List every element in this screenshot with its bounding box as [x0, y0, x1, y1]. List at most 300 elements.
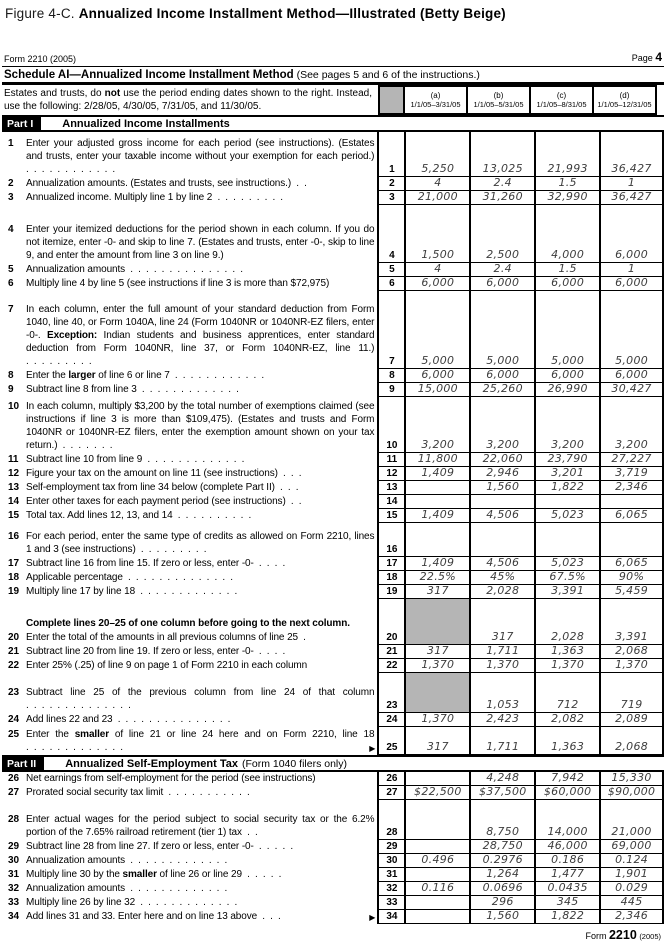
line-7-description: In each column, enter the full amount of your standard deduction from Form 1040, line 40, or Form 1040A, line 24 (Form 1040NR or 1040NR-EZ filers, enter -0-. Exception: Indian students and business apprentices, enter standard deduction from Form 1040NR, line 37, or Form 1040NR-EZ, line 11.)	[26, 304, 375, 354]
dot-leader: . . . . . . . . . . . .	[169, 370, 265, 381]
value-17b: 4,506	[486, 556, 520, 569]
line-5-description: Annualization amounts	[26, 264, 126, 275]
value-cell-4d	[599, 205, 664, 263]
part2-line-34-row	[2, 910, 664, 924]
line-1-text	[2, 137, 374, 176]
line-27-description-cell	[2, 786, 377, 800]
value-cell-21c	[534, 645, 599, 659]
line-30-text	[2, 854, 374, 867]
value-18a: 22.5%	[419, 570, 457, 583]
line-7-number: 7	[8, 304, 14, 315]
value-cell-11b	[469, 453, 534, 467]
line-11-number-box: 11	[377, 453, 404, 467]
line-22-text	[2, 659, 374, 672]
line-6-number-box: 6	[377, 277, 404, 291]
line-17-number: 17	[8, 558, 19, 569]
line-32-text	[2, 882, 374, 895]
value-1b: 13,025	[482, 162, 523, 175]
line-17-text	[2, 557, 374, 570]
dot-leader: . . . . . . . . . .	[172, 510, 252, 521]
line-5-description-cell	[2, 263, 377, 277]
line-17-description-cell	[2, 557, 377, 571]
value-22c: 1,370	[551, 658, 585, 671]
column-header-a: (a) 1/1/05–3/31/05	[403, 85, 468, 115]
dot-leader: . . . . . . . . . . . . .	[135, 897, 238, 908]
line-30-description: Annualization amounts	[26, 855, 126, 866]
line-3-number: 3	[8, 192, 14, 203]
line-21-description: Subtract line 20 from line 19. If zero or less, enter -0-	[26, 646, 254, 657]
dot-leader: . . . . . . . . . . . .	[26, 164, 116, 175]
value-cell-4c	[534, 205, 599, 263]
value-1a: 5,250	[421, 162, 455, 175]
value-23b: 1,053	[486, 698, 520, 711]
value-11a: 11,800	[417, 452, 458, 465]
value-6b: 6,000	[486, 276, 520, 289]
value-cell-1c	[534, 132, 599, 177]
value-32a: 0.116	[421, 881, 455, 894]
value-28c: 14,000	[547, 825, 588, 838]
line-23-text	[2, 686, 374, 712]
value-cell-32a	[404, 882, 469, 896]
value-10c: 3,200	[551, 438, 585, 451]
value-13d: 2,346	[615, 480, 649, 493]
value-cell-10d	[599, 397, 664, 453]
value-cell-29b	[469, 840, 534, 854]
figure-title-main: Annualized Income Installment Method—Illustrated (Betty Beige)	[78, 6, 506, 21]
footer-form-number: 2210	[608, 928, 637, 942]
value-3d: 36,427	[611, 190, 652, 203]
value-4a: 1,500	[421, 248, 455, 261]
line-9-text	[2, 383, 374, 396]
line-30-description-cell	[2, 854, 377, 868]
line-4-number: 4	[8, 224, 14, 235]
value-cell-17b	[469, 557, 534, 571]
dot-leader: . . . . . . .	[57, 440, 113, 451]
value-12d: 3,719	[615, 466, 649, 479]
value-cell-32c	[534, 882, 599, 896]
line-21-text	[2, 645, 374, 658]
value-cell-9b	[469, 383, 534, 397]
value-30b: 0.2976	[482, 853, 523, 866]
column-header-b: (b) 1/1/05–5/31/05	[466, 85, 531, 115]
line-5-text	[2, 263, 374, 276]
value-cell-5b	[469, 263, 534, 277]
line-13-number: 13	[8, 482, 19, 493]
line-4-text	[2, 223, 374, 262]
value-cell-28c	[534, 800, 599, 840]
value-cell-20d	[599, 599, 664, 645]
value-10d: 3,200	[615, 438, 649, 451]
part1-line-11-row	[2, 453, 664, 467]
value-8c: 6,000	[551, 368, 585, 381]
value-cell-25b	[469, 727, 534, 755]
line-4-description: Enter your itemized deductions for the period shown in each column. If you do not itemize, enter -0- and skip to line 7. (Estates and trusts, enter -0-, skip to line 9, and enter the amount from line 3 on line 9.)	[26, 224, 375, 261]
line-11-description: Subtract line 10 from line 9	[26, 454, 143, 465]
line-18-number-box: 18	[377, 571, 404, 585]
line-16-description-cell	[2, 523, 377, 557]
part2-line-28-row	[2, 800, 664, 840]
line-12-number: 12	[8, 468, 19, 479]
value-23d: 719	[620, 698, 643, 711]
line-12-description-cell	[2, 467, 377, 481]
dot-leader: . . . . .	[253, 841, 294, 852]
line-24-number-box: 24	[377, 713, 404, 727]
line-8-number: 8	[8, 370, 14, 381]
value-cell-26b	[469, 772, 534, 786]
value-cell-27d	[599, 786, 664, 800]
value-cell-15c	[534, 509, 599, 523]
part1-line-15-row	[2, 509, 664, 523]
part1-line-24-row	[2, 713, 664, 727]
value-25d: 2,068	[615, 740, 649, 753]
part1-line-20-row	[2, 599, 664, 645]
value-cell-30a	[404, 854, 469, 868]
value-24a: 1,370	[421, 712, 455, 725]
value-8d: 6,000	[615, 368, 649, 381]
value-cell-31d	[599, 868, 664, 882]
value-30a: 0.496	[421, 853, 455, 866]
value-2d: 1	[627, 176, 636, 189]
line-25-description-cell	[2, 727, 377, 755]
value-11d: 27,227	[611, 452, 652, 465]
value-18b: 45%	[490, 570, 516, 583]
line-5-number-box: 5	[377, 263, 404, 277]
value-5d: 1	[627, 262, 636, 275]
line-24-description: Add lines 22 and 23	[26, 714, 113, 725]
value-12b: 2,946	[486, 466, 520, 479]
value-5c: 1.5	[558, 262, 577, 275]
part1-line-23-row	[2, 673, 664, 713]
value-cell-28b	[469, 800, 534, 840]
value-cell-14d	[599, 495, 664, 509]
value-cell-14b	[469, 495, 534, 509]
value-1d: 36,427	[611, 162, 652, 175]
value-cell-6c	[534, 277, 599, 291]
line-31-text	[2, 868, 374, 881]
complete-lines-note: Complete lines 20–25 of one column before going to the next column.	[26, 618, 350, 629]
value-cell-15d	[599, 509, 664, 523]
value-cell-9d	[599, 383, 664, 397]
value-cell-27a	[404, 786, 469, 800]
footer-form-label: Form	[585, 931, 607, 941]
line-22-number: 22	[8, 660, 19, 671]
value-cell-18c	[534, 571, 599, 585]
part1-line-5-row	[2, 263, 664, 277]
value-31b: 1,264	[486, 867, 520, 880]
value-20b: 317	[491, 630, 514, 643]
value-cell-27b	[469, 786, 534, 800]
arrow-right-icon: ▶	[369, 744, 376, 753]
title-gap	[2, 21, 664, 50]
value-cell-33c	[534, 896, 599, 910]
part1-line-2-row	[2, 177, 664, 191]
line-1-description: Enter your adjusted gross income for each period (see instructions). (Estates and trusts, enter your taxable income without your exemption for each period.)	[26, 138, 375, 162]
value-cell-12d	[599, 467, 664, 481]
line-3-description-cell	[2, 191, 377, 205]
value-2b: 2.4	[493, 176, 512, 189]
value-cell-22c	[534, 659, 599, 673]
line-15-description-cell	[2, 509, 377, 523]
value-26d: 15,330	[611, 771, 652, 784]
line-29-text	[2, 840, 374, 853]
value-cell-2d	[599, 177, 664, 191]
value-cell-15a	[404, 509, 469, 523]
value-cell-23c	[534, 673, 599, 713]
value-cell-7a	[404, 291, 469, 369]
value-17c: 5,023	[551, 556, 585, 569]
part1-line-12-row	[2, 467, 664, 481]
value-22d: 1,370	[615, 658, 649, 671]
schedule-header	[2, 67, 664, 85]
value-28b: 8,750	[486, 825, 520, 838]
line-16-number: 16	[8, 531, 19, 542]
line-14-text	[2, 495, 374, 508]
column-header-d: (d) 1/1/05–12/31/05	[592, 85, 657, 115]
value-15b: 4,506	[486, 508, 520, 521]
line-17-description: Subtract line 16 from line 15. If zero or less, enter -0-	[26, 558, 254, 569]
part2-table	[2, 772, 664, 924]
value-cell-30c	[534, 854, 599, 868]
value-cell-31b	[469, 868, 534, 882]
part1-line-13-row	[2, 481, 664, 495]
value-9d: 30,427	[611, 382, 652, 395]
line-7-description-cell	[2, 291, 377, 369]
value-cell-22a	[404, 659, 469, 673]
value-cell-33d	[599, 896, 664, 910]
value-cell-13a	[404, 481, 469, 495]
line-9-number-box: 9	[377, 383, 404, 397]
line-10-description: In each column, multiply $3,200 by the total number of exemptions claimed (see instructions if line 3 is more than $109,475). (Estates and trusts and Form 1040NR or 1040NR-EZ filers, enter the exemption amount shown on your tax return.)	[26, 401, 375, 451]
line-32-number-box: 32	[377, 882, 404, 896]
line-6-text	[2, 277, 374, 290]
line-22-description-cell	[2, 659, 377, 673]
value-cell-32b	[469, 882, 534, 896]
line-3-description: Annualized income. Multiply line 1 by line 2	[26, 192, 213, 203]
value-cell-6d	[599, 277, 664, 291]
value-cell-2c	[534, 177, 599, 191]
value-cell-1a	[404, 132, 469, 177]
line-14-description: Enter other taxes for each payment period (see instructions)	[26, 496, 286, 507]
line-27-number: 27	[8, 787, 19, 798]
line-25-description: Enter the smaller of line 21 or line 24 here and on Form 2210, line 18	[26, 729, 375, 740]
line-18-description: Applicable percentage	[26, 572, 123, 583]
line-9-number: 9	[8, 384, 14, 395]
value-cell-34b	[469, 910, 534, 924]
value-cell-26c	[534, 772, 599, 786]
value-cell-5c	[534, 263, 599, 277]
part2-subtitle: (Form 1040 filers only)	[241, 757, 347, 770]
value-4d: 6,000	[615, 248, 649, 261]
line-8-description: Enter the larger of line 6 or line 7	[26, 370, 170, 381]
part2-line-26-row	[2, 772, 664, 786]
form-id-line	[2, 50, 664, 67]
value-cell-6b	[469, 277, 534, 291]
line-32-number: 32	[8, 883, 19, 894]
dot-leader: . . . . . . . . .	[26, 356, 92, 367]
value-cell-26a	[404, 772, 469, 786]
line-11-number: 11	[8, 454, 19, 465]
value-cell-3a	[404, 191, 469, 205]
value-cell-8a	[404, 369, 469, 383]
line-29-number-box: 29	[377, 840, 404, 854]
line-31-number: 31	[8, 869, 19, 880]
line-13-description-cell	[2, 481, 377, 495]
part1-line-10-row	[2, 397, 664, 453]
column-header-c: (c) 1/1/05–8/31/05	[529, 85, 594, 115]
part1-title: Annualized Income Installments	[62, 117, 230, 130]
part1-line-18-row	[2, 571, 664, 585]
figure-title-prefix: Figure 4-C.	[5, 6, 75, 21]
dot-leader: . . . . . . . . . . . . . .	[26, 700, 131, 711]
part2-line-31-row	[2, 868, 664, 882]
value-cell-18d	[599, 571, 664, 585]
line-26-number-box: 26	[377, 772, 404, 786]
value-cell-29c	[534, 840, 599, 854]
value-30c: 0.186	[551, 853, 585, 866]
value-cell-31c	[534, 868, 599, 882]
value-31c: 1,477	[551, 867, 585, 880]
value-32d: 0.029	[615, 881, 649, 894]
value-6d: 6,000	[615, 276, 649, 289]
value-17a: 1,409	[421, 556, 455, 569]
line-15-description: Total tax. Add lines 12, 13, and 14	[26, 510, 173, 521]
value-13c: 1,822	[551, 480, 585, 493]
line-33-number: 33	[8, 897, 19, 908]
value-26c: 7,942	[551, 771, 585, 784]
value-5a: 4	[434, 262, 442, 275]
line-31-number-box: 31	[377, 868, 404, 882]
value-7d: 5,000	[615, 354, 649, 367]
line-15-number-box: 15	[377, 509, 404, 523]
line-16-description: For each period, enter the same type of credits as allowed on Form 2210, lines 1 and 3 (see instructions)	[26, 531, 375, 555]
value-cell-19c	[534, 585, 599, 599]
value-23c: 712	[556, 698, 579, 711]
line-31-description-cell	[2, 868, 377, 882]
line-27-text	[2, 786, 374, 799]
value-cell-7c	[534, 291, 599, 369]
line-14-description-cell	[2, 495, 377, 509]
line-2-number-box: 2	[377, 177, 404, 191]
line-22-description: Enter 25% (.25) of line 9 on page 1 of Form 2210 in each column	[26, 660, 308, 671]
value-cell-9c	[534, 383, 599, 397]
value-cell-34d	[599, 910, 664, 924]
line-1-number: 1	[8, 138, 14, 149]
line-20-number: 20	[8, 632, 19, 643]
line-6-number: 6	[8, 278, 14, 289]
value-9a: 15,000	[417, 382, 458, 395]
line-30-number-box: 30	[377, 854, 404, 868]
form-id: Form 2210 (2005)	[4, 54, 77, 64]
part1-line-19-row	[2, 585, 664, 599]
value-24b: 2,423	[486, 712, 520, 725]
part2-label: Part II	[2, 757, 44, 770]
value-19c: 3,391	[551, 584, 585, 597]
line-20-text	[2, 631, 374, 644]
line-28-description-cell	[2, 800, 377, 840]
line-20-description-cell	[2, 599, 377, 645]
value-cell-15b	[469, 509, 534, 523]
value-cell-25d	[599, 727, 664, 755]
part1-header-bar	[2, 115, 664, 132]
line-3-number-box: 3	[377, 191, 404, 205]
dot-leader: . . . . . . . . . . . . .	[142, 454, 245, 465]
line-5-number: 5	[8, 264, 14, 275]
estates-note: Estates and trusts, do not use the period ending dates shown to the right. Instead, use the following: 2/28/05, 4/30/05, 7/31/05, and 11/30/05.	[4, 88, 372, 112]
part1-line-3-row	[2, 191, 664, 205]
arrow-right-icon: ▶	[369, 913, 376, 922]
shaded-cell-20a	[404, 599, 469, 645]
line-24-number: 24	[8, 714, 19, 725]
line-34-number-box: 34	[377, 910, 404, 924]
part1-line-14-row	[2, 495, 664, 509]
value-10a: 3,200	[421, 438, 455, 451]
value-cell-23b	[469, 673, 534, 713]
line-4-number-box: 4	[377, 205, 404, 263]
dot-leader: . . . . . . . . . . . . .	[136, 384, 239, 395]
line-22-number-box: 22	[377, 659, 404, 673]
value-12c: 3,201	[551, 466, 585, 479]
value-cell-28d	[599, 800, 664, 840]
value-5b: 2.4	[493, 262, 512, 275]
value-cell-11d	[599, 453, 664, 467]
dot-leader: . . . . . . . . . . . . . . .	[112, 714, 231, 725]
dot-leader: . . . .	[253, 558, 286, 569]
line-26-number: 26	[8, 773, 19, 784]
value-33c: 345	[556, 895, 579, 908]
value-20d: 3,391	[615, 630, 649, 643]
value-cell-21d	[599, 645, 664, 659]
value-33d: 445	[620, 895, 643, 908]
line-2-text	[2, 177, 374, 190]
value-19b: 2,028	[486, 584, 520, 597]
dot-leader: . .	[285, 496, 302, 507]
value-27a: $22,500	[414, 785, 462, 798]
value-cell-7d	[599, 291, 664, 369]
value-cell-16a	[404, 523, 469, 557]
dot-leader: . . .	[257, 911, 281, 922]
value-11c: 23,790	[547, 452, 588, 465]
line-8-description-cell	[2, 369, 377, 383]
value-cell-18b	[469, 571, 534, 585]
line-11-text	[2, 453, 374, 466]
value-cell-11a	[404, 453, 469, 467]
line-19-text	[2, 585, 374, 598]
value-3c: 32,990	[547, 190, 588, 203]
line-25-text	[2, 728, 374, 754]
line-29-description: Subtract line 28 from line 27. If zero or less, enter -0-	[26, 841, 254, 852]
value-7a: 5,000	[421, 354, 455, 367]
line-24-description-cell	[2, 713, 377, 727]
value-cell-13b	[469, 481, 534, 495]
part1-line-1-row	[2, 132, 664, 177]
value-cell-3c	[534, 191, 599, 205]
value-12a: 1,409	[421, 466, 455, 479]
value-27c: $60,000	[543, 785, 592, 798]
value-cell-17a	[404, 557, 469, 571]
dot-leader: . . . . . . . . . . . . .	[135, 586, 238, 597]
page-indicator: Page 4	[631, 50, 662, 64]
line-19-description-cell	[2, 585, 377, 599]
value-cell-29a	[404, 840, 469, 854]
line-10-number-box: 10	[377, 397, 404, 453]
value-cell-25c	[534, 727, 599, 755]
line-28-description: Enter actual wages for the period subject to social security tax or the 6.2% portion of the 7.65% railroad retirement (tier 1) tax	[26, 814, 375, 838]
value-cell-16c	[534, 523, 599, 557]
line-17-number-box: 17	[377, 557, 404, 571]
part1-table	[2, 132, 664, 755]
line-12-number-box: 12	[377, 467, 404, 481]
value-cell-2b	[469, 177, 534, 191]
